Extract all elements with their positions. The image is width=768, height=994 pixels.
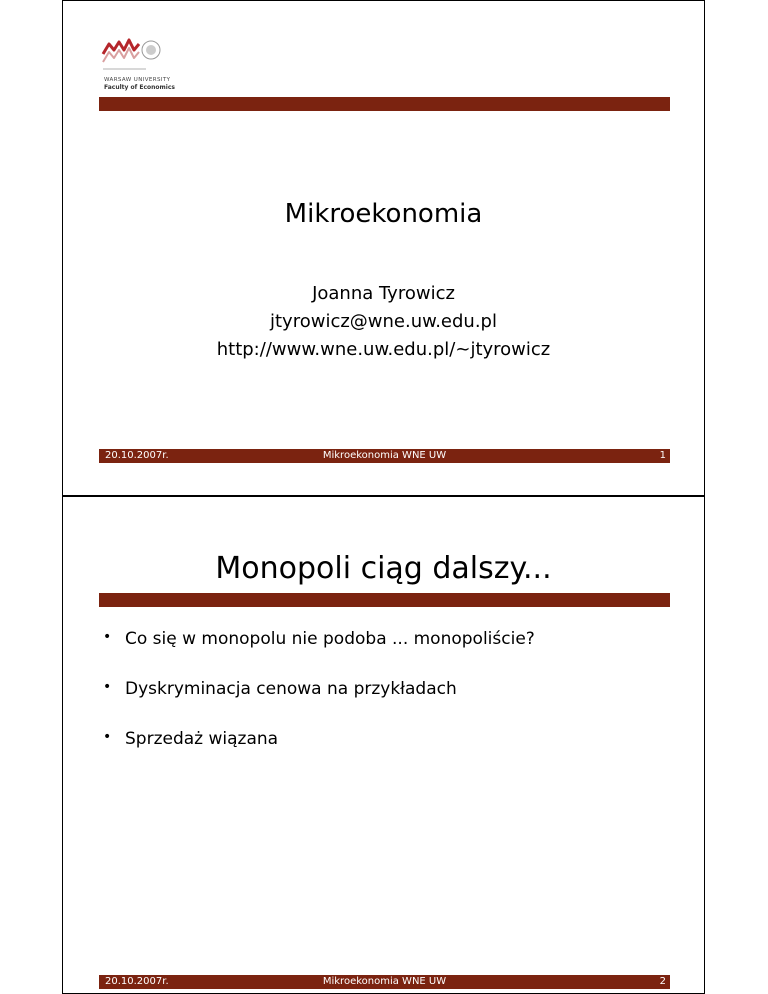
slide-title: Monopoli ciąg dalszy... — [215, 551, 552, 586]
footer-page-number: 1 — [659, 450, 666, 461]
list-item: • Co się w monopolu nie podoba ... monopoliście? — [103, 629, 535, 649]
footer-date: 20.10.2007r. — [105, 450, 169, 461]
list-item: • Sprzedaż wiązana — [103, 729, 279, 749]
logo-university-text: WARSAW UNIVERSITY — [104, 77, 171, 83]
bullet-icon: • — [103, 679, 112, 695]
slide-footer — [99, 975, 670, 989]
slide-footer — [99, 449, 670, 463]
slide-2 — [62, 496, 705, 994]
author-email: jtyrowicz@wne.uw.edu.pl — [270, 311, 497, 332]
title-divider-bar — [99, 593, 670, 607]
slide-title: Mikroekonomia — [284, 199, 483, 229]
author-url: http://www.wne.uw.edu.pl/~jtyrowicz — [216, 339, 551, 360]
slide-1 — [62, 0, 705, 496]
list-item: • Dyskryminacja cenowa na przykładach — [103, 679, 457, 699]
bullet-icon: • — [103, 729, 112, 745]
footer-date: 20.10.2007r. — [105, 976, 169, 987]
title-divider-bar — [99, 97, 670, 111]
bullet-list — [103, 629, 535, 779]
footer-page-number: 2 — [659, 976, 666, 987]
logo-faculty-text: Faculty of Economics — [104, 84, 175, 91]
bullet-icon: • — [103, 629, 112, 645]
footer-course: Mikroekonomia WNE UW — [322, 450, 447, 461]
footer-course: Mikroekonomia WNE UW — [322, 976, 447, 987]
author-name: Joanna Tyrowicz — [312, 283, 455, 304]
